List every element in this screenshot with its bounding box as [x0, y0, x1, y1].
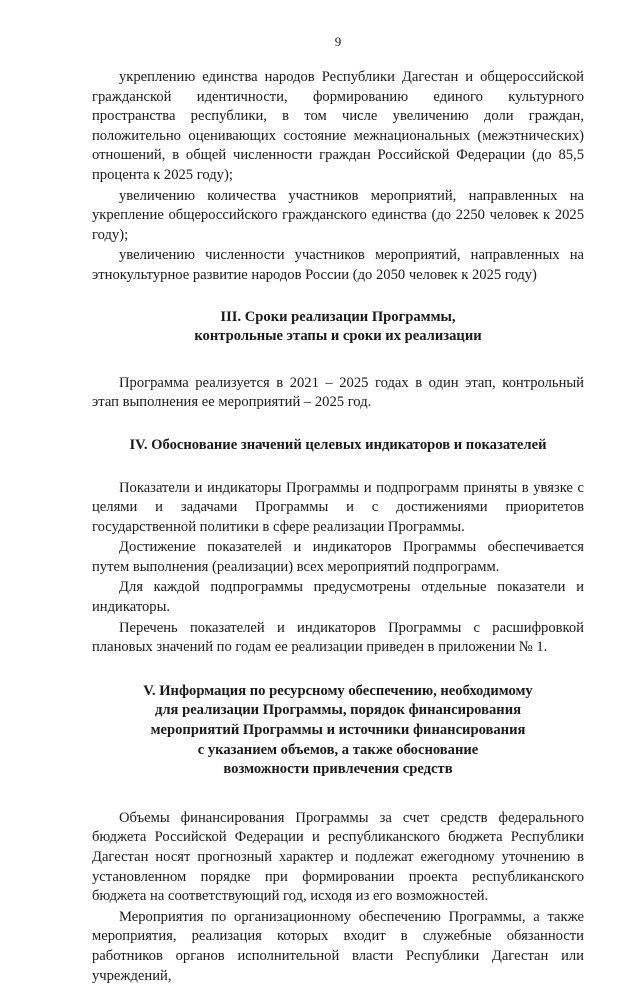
heading-line: для реализации Программы, порядок финансирования: [154, 702, 522, 719]
paragraph: Объемы финансирования Программы за счет средств федерального бюджета Российской Федерации и республиканского бюджета Республики Дагестан носят прогнозный характер и подлежат ежегодному уточнению в установленном порядке при формировании проекта республиканского бюджета на соответствующий год, исходя из его возможностей.: [92, 809, 584, 905]
heading-line: возможности привлечения средств: [223, 761, 453, 778]
paragraph: Программа реализуется в 2021 – 2025 годах в один этап, контрольный этап выполнения ее мероприятий – 2025 год.: [92, 374, 584, 411]
paragraph: укреплению единства народов Республики Дагестан и общероссийской гражданской идентичности, формированию единого культурного пространства республики, в том числе увеличению доли граждан, положительно оценивающих состояние межнациональных (межэтнических) отношений, в общей численности граждан Российской Федерации (до 85,5 процента к 2025 году);: [92, 69, 584, 183]
paragraph: увеличению количества участников мероприятий, направленных на укрепление общероссийского гражданского единства (до 2250 человек к 2025 году);: [92, 187, 584, 243]
section-4-heading: [92, 436, 584, 456]
paragraph: Показатели и индикаторы Программы и подпрограмм приняты в увязке с целями и задачами Программы и с достижениями приоритетов государственной политики в сфере реализации Программы.: [92, 479, 584, 535]
paragraph: Достижение показателей и индикаторов Программы обеспечивается путем выполнения (реализации) всех мероприятий подпрограмм.: [92, 539, 584, 575]
paragraph: Для каждой подпрограммы предусмотрены отдельные показатели и индикаторы.: [92, 579, 584, 616]
section-4-body: [92, 479, 584, 658]
section-3-body: [92, 374, 584, 413]
section-5-body: [92, 809, 584, 986]
heading-line: IV. Обоснование значений целевых индикаторов и показателей: [129, 436, 547, 453]
section-3-heading: [92, 308, 584, 347]
heading-line: мероприятий Программы и источники финансирования: [150, 722, 526, 739]
paragraph: Мероприятия по организационному обеспечению Программы, а также мероприятия, реализация которых входит в служебные обязанности работников органов исполнительной власти Республики Дагестан или учреждений,: [92, 908, 584, 984]
heading-line: V. Информация по ресурсному обеспечению, необходимому: [143, 682, 533, 699]
paragraph: увеличению численности участников мероприятий, направленных на этнокультурное развитие народов России (до 2050 человек к 2025 году): [92, 247, 584, 283]
heading-line: III. Сроки реализации Программы,: [220, 308, 456, 325]
intro-section: [92, 68, 584, 286]
page-number: 9: [334, 34, 342, 49]
section-5-heading: [92, 682, 584, 780]
heading-line: контрольные этапы и сроки их реализации: [194, 328, 482, 345]
paragraph: Перечень показателей и индикаторов Программы с расшифровкой плановых значений по годам ее реализации приведен в приложении № 1.: [92, 619, 584, 656]
heading-line: с указанием объемов, а также обоснование: [197, 741, 479, 758]
